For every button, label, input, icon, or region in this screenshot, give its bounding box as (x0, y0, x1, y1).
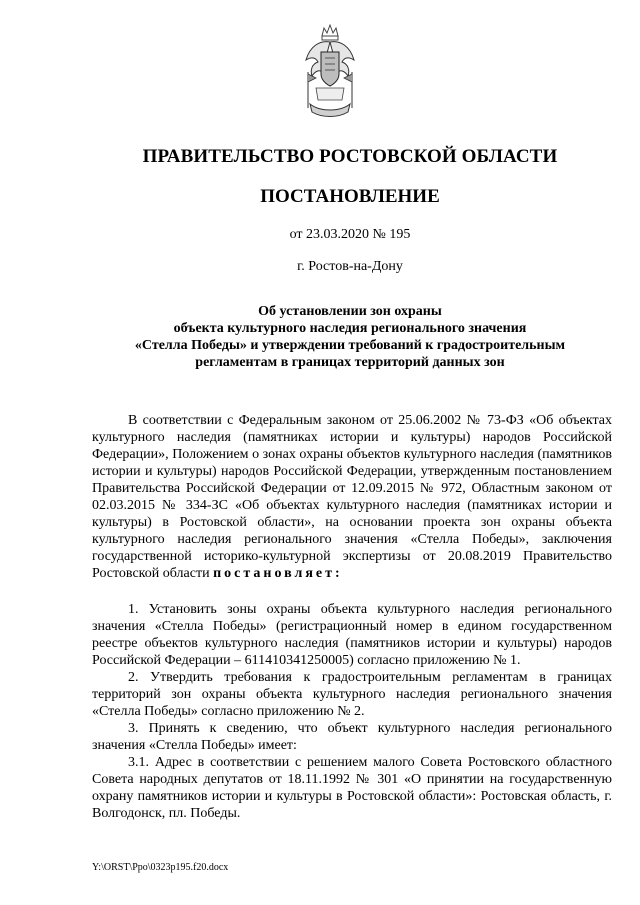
document-subject (60, 303, 640, 371)
decree-item: 3. Принять к сведению, что объект культурного наследия регионального значения «Стелла Победы» имеет: (92, 721, 612, 753)
preamble-text: В соответствии с Федеральным законом от 25.06.2002 № 73-ФЗ «Об объектах культурного наследия (памятниках истории и культуры) народов Российской Федерации», Положением о зонах охраны объектов культурного наследия (памятников истории и культуры) народов Российской Федерации, утвержденным постановлением Правительства Российской Федерации от 12.09.2015 № 972, Областным законом от 02.03.2015 № 334-ЗС «Об объектах культурного наследия (памятниках истории и культуры) в Ростовской области», на основании проекта зон охраны объекта культурного наследия регионального значения «Стелла Победы», заключения государственной историко-культурной экспертизы от 20.08.2019 Правительство Ростовской области (92, 413, 612, 581)
decree-item: 2. Утвердить требования к градостроительным регламентам в границах территорий зон охраны объекта культурного наследия регионального значения «Стелла Победы» согласно приложению № 2. (92, 670, 612, 719)
preamble-paragraph (92, 412, 612, 582)
document-type: ПОСТАНОВЛЕНИЕ (260, 186, 440, 207)
subject-line: объекта культурного наследия регионального значения (173, 321, 527, 336)
preamble (92, 412, 612, 582)
city: г. Ростов-на-Дону (297, 259, 403, 274)
decree-items (92, 601, 612, 822)
subject-line: регламентам в границах территорий данных зон (195, 355, 505, 370)
subject-line: «Стелла Победы» и утверждении требований к градостроительным (134, 338, 566, 353)
date-number: от 23.03.2020 № 195 (289, 227, 411, 242)
subject-line: Об установлении зон охраны (258, 304, 442, 319)
file-path: Y:\ORST\Ppo\0323p195.f20.docx (92, 862, 229, 873)
decree-item: 3.1. Адрес в соответствии с решением малого Совета Ростовского областного Совета народных депутатов от 18.11.1992 № 301 «О принятии на государственную охрану памятников истории и культуры в Ростовской области»: Ростовская область, г. Волгодонск, пл. Победы. (92, 755, 612, 821)
organization-title: ПРАВИТЕЛЬСТВО РОСТОВСКОЙ ОБЛАСТИ (142, 146, 558, 167)
coat-of-arms-icon (302, 22, 358, 120)
decree-word: постановляет: (213, 566, 343, 581)
decree-item: 1. Установить зоны охраны объекта культурного наследия регионального значения «Стелла Победы» (регистрационный номер в едином государственном реестре объектов культурного наследия (памятников истории и культуры) народов Российской Федерации – 611410341250005) согласно приложению № 1. (92, 602, 612, 668)
